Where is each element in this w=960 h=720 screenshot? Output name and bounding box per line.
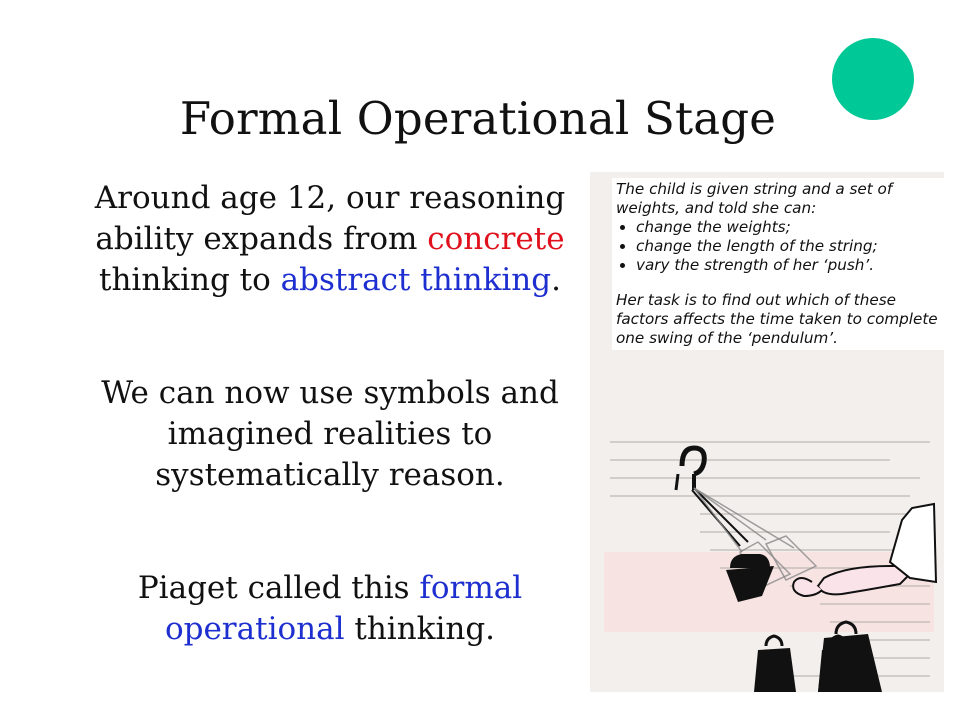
paragraph-reasoning (70, 178, 590, 301)
caption-bullet: • change the length of the string; (636, 237, 944, 256)
caption-bullet: • change the weights; (636, 218, 944, 237)
highlight-concrete: concrete (427, 221, 565, 257)
highlight-abstract-thinking: abstract thinking (280, 262, 552, 298)
caption-task: Her task is to find out which of these factors affects the time taken to complete one swing of the ‘pendulum’. (616, 291, 938, 347)
slide-title: Formal Operational Stage (179, 92, 777, 145)
paragraph-piaget (70, 568, 590, 650)
para1-text-c: . (551, 262, 561, 298)
para1-text-b: thinking to (99, 262, 281, 298)
para1-text-a: Around age 12, our reasoning ability expands from (94, 180, 566, 257)
para3-text-a: Piaget called this (137, 570, 420, 606)
paragraph-symbols: We can now use symbols and imagined realities to systematically reason. (101, 375, 559, 493)
caption-bullet: • vary the strength of her ‘push’. (636, 256, 944, 275)
pendulum-illustration (590, 172, 944, 692)
caption-intro: The child is given string and a set of weights, and told she can: (616, 180, 893, 217)
pendulum-figure (590, 172, 944, 692)
para3-text-b: thinking. (344, 611, 496, 647)
highlight-formal-operational: formal operational (164, 570, 523, 647)
